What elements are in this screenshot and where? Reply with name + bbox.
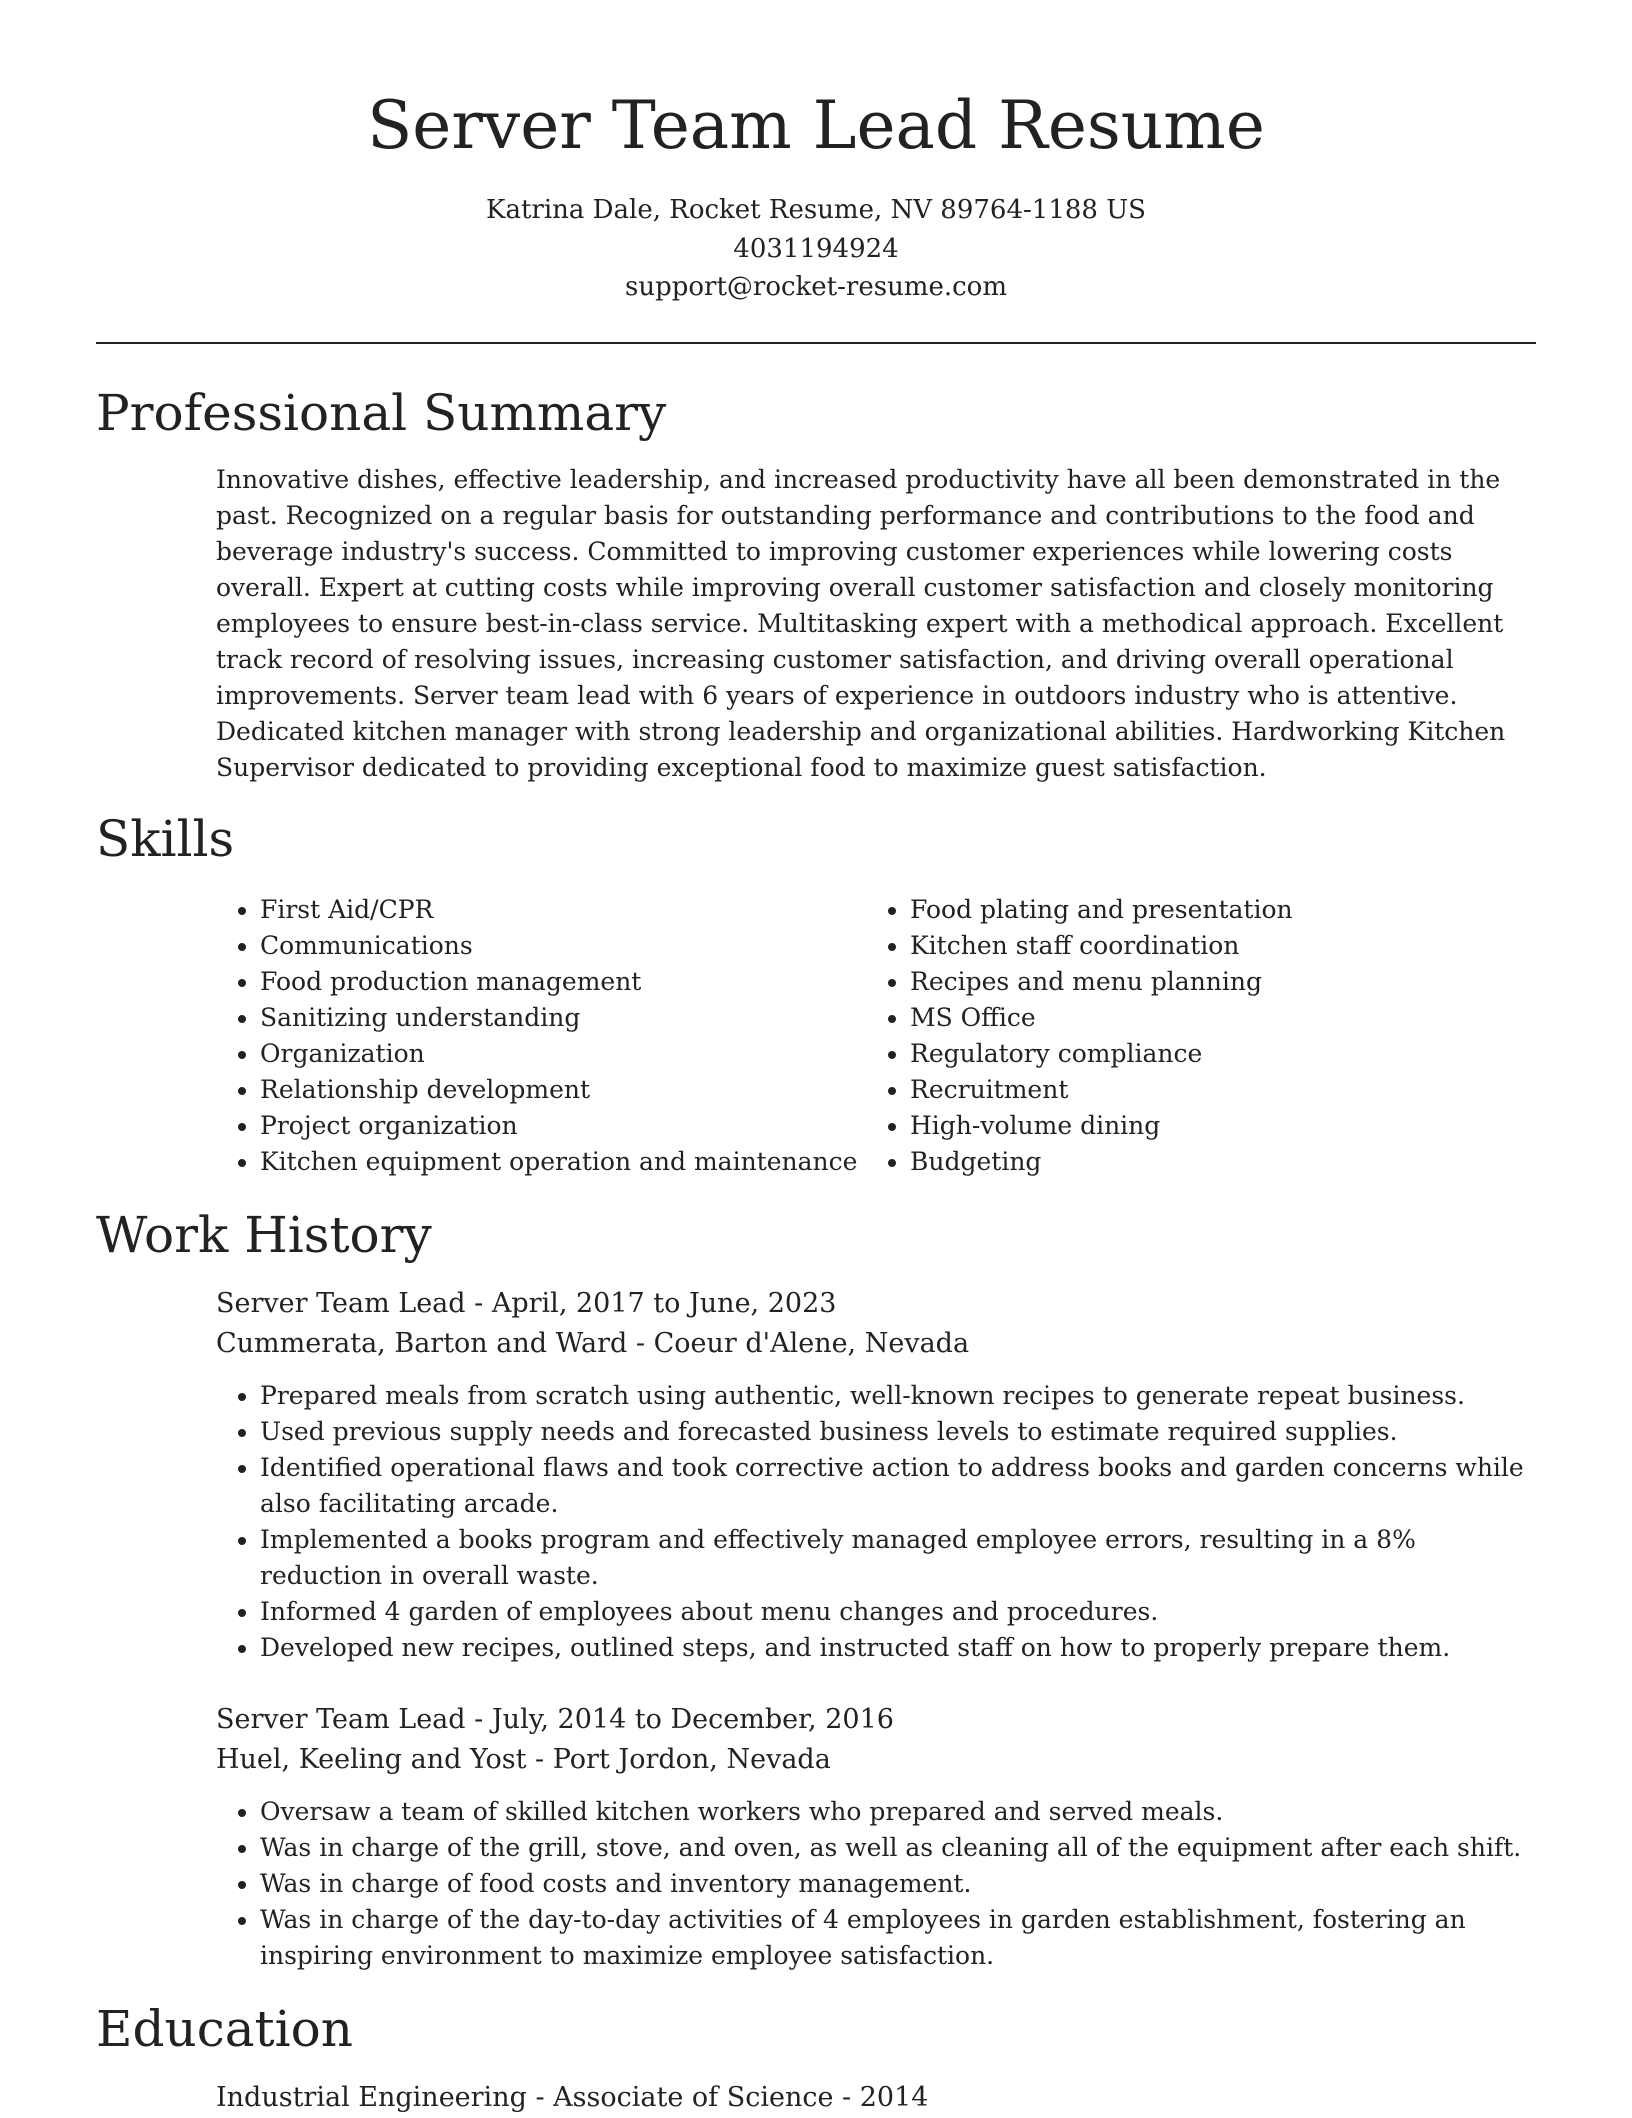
skill-item: • High-volume dining [910,1108,1530,1144]
job-title-line: Server Team Lead - April, 2017 to June, 2023 [216,1288,837,1319]
skill-item: • Regulatory compliance [910,1036,1530,1072]
education-heading: Education [96,2000,353,2058]
skill-item: • MS Office [910,1000,1530,1036]
job-duty: • Informed 4 garden of employees about menu changes and procedures. [260,1594,1536,1630]
job-duty: • Implemented a books program and effectively managed employee errors, resulting in a 8% reduction in overall waste. [260,1522,1536,1594]
job-duty: • Developed new recipes, outlined steps, and instructed staff on how to properly prepare them. [260,1630,1536,1666]
skill-item: • First Aid/CPR [260,892,880,928]
summary-text: Innovative dishes, effective leadership, and increased productivity have all been demonstrated in the past. Recognized on a regular basis for outstanding performance and contributions to the food and beverage industry's success. Committed to improving customer experiences while lowering costs overall. Expert at cutting costs while improving overall customer satisfaction and closely monitoring employees to ensure best-in-class service. Multitasking expert with a methodical approach. Excellent track record of resolving issues, increasing customer satisfaction, and driving overall operational improvements. Server team lead with 6 years of experience in outdoors industry who is attentive. Dedicated kitchen manager with strong leadership and organizational abilities. Hardworking Kitchen Supervisor dedicated to providing exceptional food to maximize guest satisfaction. [216,465,1506,782]
job-duty: • Prepared meals from scratch using authentic, well-known recipes to generate repeat business. [260,1378,1536,1414]
skill-item: • Recipes and menu planning [910,964,1530,1000]
contact-email: support@rocket-resume.com [624,272,1007,302]
skills-list-right [866,892,1530,1180]
skills-list-left [216,892,880,1180]
job-duty: • Was in charge of food costs and inventory management. [260,1866,1536,1902]
job-duty: • Was in charge of the grill, stove, and oven, as well as cleaning all of the equipment after each shift. [260,1830,1536,1866]
skill-item: • Recruitment [910,1072,1530,1108]
skill-item: • Relationship development [260,1072,880,1108]
job-company-line: Cummerata, Barton and Ward - Coeur d'Alene, Nevada [216,1328,970,1359]
work-history-heading: Work History [96,1206,432,1264]
job-duties-list [216,1378,1536,1666]
header-divider [96,342,1536,344]
skill-item: • Kitchen staff coordination [910,928,1530,964]
job-title-line: Server Team Lead - July, 2014 to December, 2016 [216,1704,894,1735]
skill-item: • Communications [260,928,880,964]
job-duty: • Was in charge of the day-to-day activities of 4 employees in garden establishment, fostering an inspiring environment to maximize employee satisfaction. [260,1902,1536,1974]
skill-item: • Sanitizing understanding [260,1000,880,1036]
resume-title: Server Team Lead Resume [367,87,1265,164]
job-duties-list [216,1794,1536,1974]
job-company-line: Huel, Keeling and Yost - Port Jordon, Nevada [216,1744,831,1775]
job-duty: • Used previous supply needs and forecasted business levels to estimate required supplies. [260,1414,1536,1450]
skill-item: • Budgeting [910,1144,1530,1180]
contact-address: Katrina Dale, Rocket Resume, NV 89764-1188 US [486,195,1146,225]
education-entry: Industrial Engineering - Associate of Science - 2014 [216,2082,929,2113]
skill-item: • Project organization [260,1108,880,1144]
job-duty: • Identified operational flaws and took corrective action to address books and garden concerns while also facilitating arcade. [260,1450,1536,1522]
contact-phone: 4031194924 [733,234,899,264]
skill-item: • Organization [260,1036,880,1072]
skill-item: • Food production management [260,964,880,1000]
summary-heading: Professional Summary [96,384,667,442]
skill-item: • Food plating and presentation [910,892,1530,928]
job-duty: • Oversaw a team of skilled kitchen workers who prepared and served meals. [260,1794,1536,1830]
skill-item: • Kitchen equipment operation and maintenance [260,1144,880,1180]
skills-heading: Skills [96,810,235,868]
